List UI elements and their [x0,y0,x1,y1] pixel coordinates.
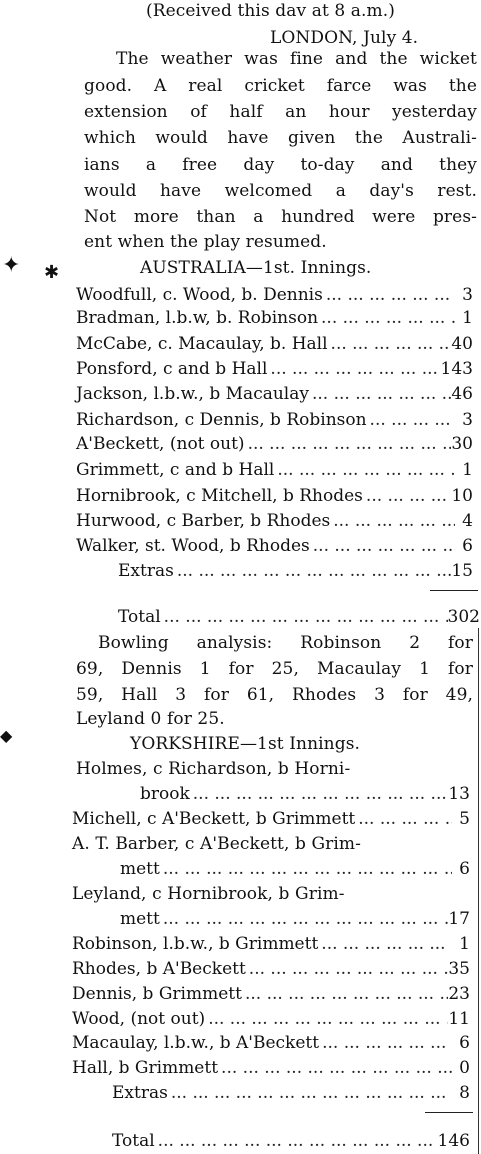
total-value: 302 [447,607,480,627]
australia-heading: AUSTRALIA—1st. Innings. [140,258,372,278]
runs: 10 [451,486,473,506]
sum-rule [430,590,478,591]
leader-dots [274,459,455,481]
runs: 3 [462,285,473,305]
batsman-name-cont: mett [120,909,160,929]
score-row [72,808,470,830]
batsman-name: Ponsford, c and b Hall [76,359,268,379]
batsman-name: Jackson, l.b.w., b Macaulay [76,384,309,404]
batsman-name: A'Beckett, (not out) [76,434,245,454]
score-row [76,284,473,306]
leader-dots [246,958,449,980]
ink-blot-mark: ✦ [2,253,21,278]
score-row [76,358,473,380]
runs: 6 [462,536,473,556]
intro-line: which would have given the Australi- [84,128,477,148]
batsman-name: Richardson, c Dennis, b Robinson [76,410,367,430]
score-row [120,908,470,930]
runs: 1 [459,934,470,954]
score-row [72,933,470,955]
batsman-name: Hall, b Grimmett [72,1058,219,1078]
batsman-name: Grimmett, c and b Hall [76,460,275,480]
batsman-name-cont: mett [120,859,160,879]
leader-dots [310,535,455,557]
batsman-name: Walker, st. Wood, b Rhodes [76,536,310,556]
leader-dots [160,858,452,880]
score-row [76,333,473,355]
leader-dots [245,433,452,455]
score-row [76,459,473,481]
score-row [76,535,473,557]
leader-dots [242,983,448,1005]
score-row [76,433,473,455]
bowling-line: Bowling analysis: Robinson 2 for [98,633,473,653]
batsman-name: A. T. Barber, c A'Beckett, b Grim- [72,834,361,854]
runs: 46 [451,384,473,404]
leader-dots [363,485,451,507]
score-row [72,1008,470,1030]
runs: 4 [462,511,473,531]
batsman-name: Wood, (not out) [72,1009,206,1029]
runs: 1 [462,308,473,328]
batsman-name: Hornibrook, c Mitchell, b Rhodes [76,486,363,506]
runs: 13 [448,784,470,804]
runs: 6 [459,859,470,879]
total-row [118,606,480,628]
score-row [140,783,470,805]
score-row [72,983,470,1005]
leader-dots [205,1008,448,1030]
bowling-line: 69, Dennis 1 for 25, Macaulay 1 for [76,659,473,679]
total-row [112,1130,470,1152]
score-row [120,858,470,880]
leader-dots [174,560,452,582]
score-row [76,409,473,431]
runs: 35 [448,959,470,979]
leader-dots [309,383,451,405]
leader-dots [318,307,455,329]
intro-line: ent when the play resumed. [84,232,327,252]
leader-dots [367,409,455,431]
intro-line: The weather was fine and the wicket [116,49,477,69]
sum-rule [425,1112,473,1113]
score-row [76,307,473,329]
leader-dots [218,1057,452,1079]
bowling-line: 59, Hall 3 for 61, Rhodes 3 for 49, [76,685,473,705]
runs: 11 [448,1009,470,1029]
runs: 40 [451,334,473,354]
leader-dots [330,510,455,532]
ink-blot-mark: ✱ [44,262,60,283]
runs: 17 [448,909,470,929]
total-value: 146 [437,1131,470,1151]
leader-dots [328,333,452,355]
extras-row [118,560,473,582]
intro-line: extension of half an hour yesterday [84,102,477,122]
leader-dots [160,908,449,930]
bowling-line: Leyland 0 for 25. [76,709,225,729]
batsman-name: Leyland, c Hornibrook, b Grim- [72,884,345,904]
leader-dots [168,1082,452,1104]
runs: 30 [451,434,473,454]
batsman-name: Bradman, l.b.w, b. Robinson [76,308,319,328]
intro-line: would have welcomed a day's rest. [84,181,477,201]
leader-dots [267,358,440,380]
dateline: LONDON, July 4. [270,28,419,48]
leader-dots [319,1032,452,1054]
received-note: (Received this dav at 8 a.m.) [145,1,396,21]
batsman-name: Macaulay, l.b.w., b A'Beckett [72,1033,320,1053]
extras-label: Extras [118,561,174,581]
score-row [72,958,470,980]
leader-dots [190,783,449,805]
runs: 6 [459,1033,470,1053]
batsman-name: Michell, c A'Beckett, b Grimmett [72,809,356,829]
leader-dots [318,933,452,955]
runs: 23 [448,984,470,1004]
batsman-name: Dennis, b Grimmett [72,984,242,1004]
batsman-name: Holmes, c Richardson, b Horni- [76,759,351,779]
leader-dots [355,808,452,830]
batsman-name: Hurwood, c Barber, b Rhodes [76,511,331,531]
extras-value: 8 [459,1083,470,1103]
total-label: Total [118,607,161,627]
total-label: Total [112,1131,155,1151]
intro-line: ians a free day to-day and they [84,155,477,175]
batsman-name: Rhodes, b A'Beckett [72,959,246,979]
score-row [76,510,473,532]
leader-dots [323,284,455,306]
intro-line: good. A real cricket farce was the [84,76,477,96]
intro-line: Not more than a hundred were pres- [84,207,477,227]
runs: 5 [459,809,470,829]
batsman-name: Woodfull, c. Wood, b. Dennis [76,285,323,305]
score-row [72,1032,470,1054]
ink-blot-mark: ◆ [0,726,13,745]
yorkshire-heading: YORKSHIRE—1st Innings. [130,734,361,754]
runs: 3 [462,410,473,430]
extras-row [112,1082,470,1104]
extras-value: 15 [451,561,473,581]
batsman-name-cont: brook [140,784,190,804]
leader-dots [155,1130,438,1152]
runs: 1 [462,460,473,480]
score-row [76,485,473,507]
leader-dots [161,606,448,628]
score-row [72,1057,470,1079]
batsman-name: Robinson, l.b.w., b Grimmett [72,934,319,954]
score-row [76,383,473,405]
extras-label: Extras [112,1083,168,1103]
runs: 143 [440,359,473,379]
runs: 0 [459,1058,470,1078]
batsman-name: McCabe, c. Macaulay, b. Hall [76,334,328,354]
